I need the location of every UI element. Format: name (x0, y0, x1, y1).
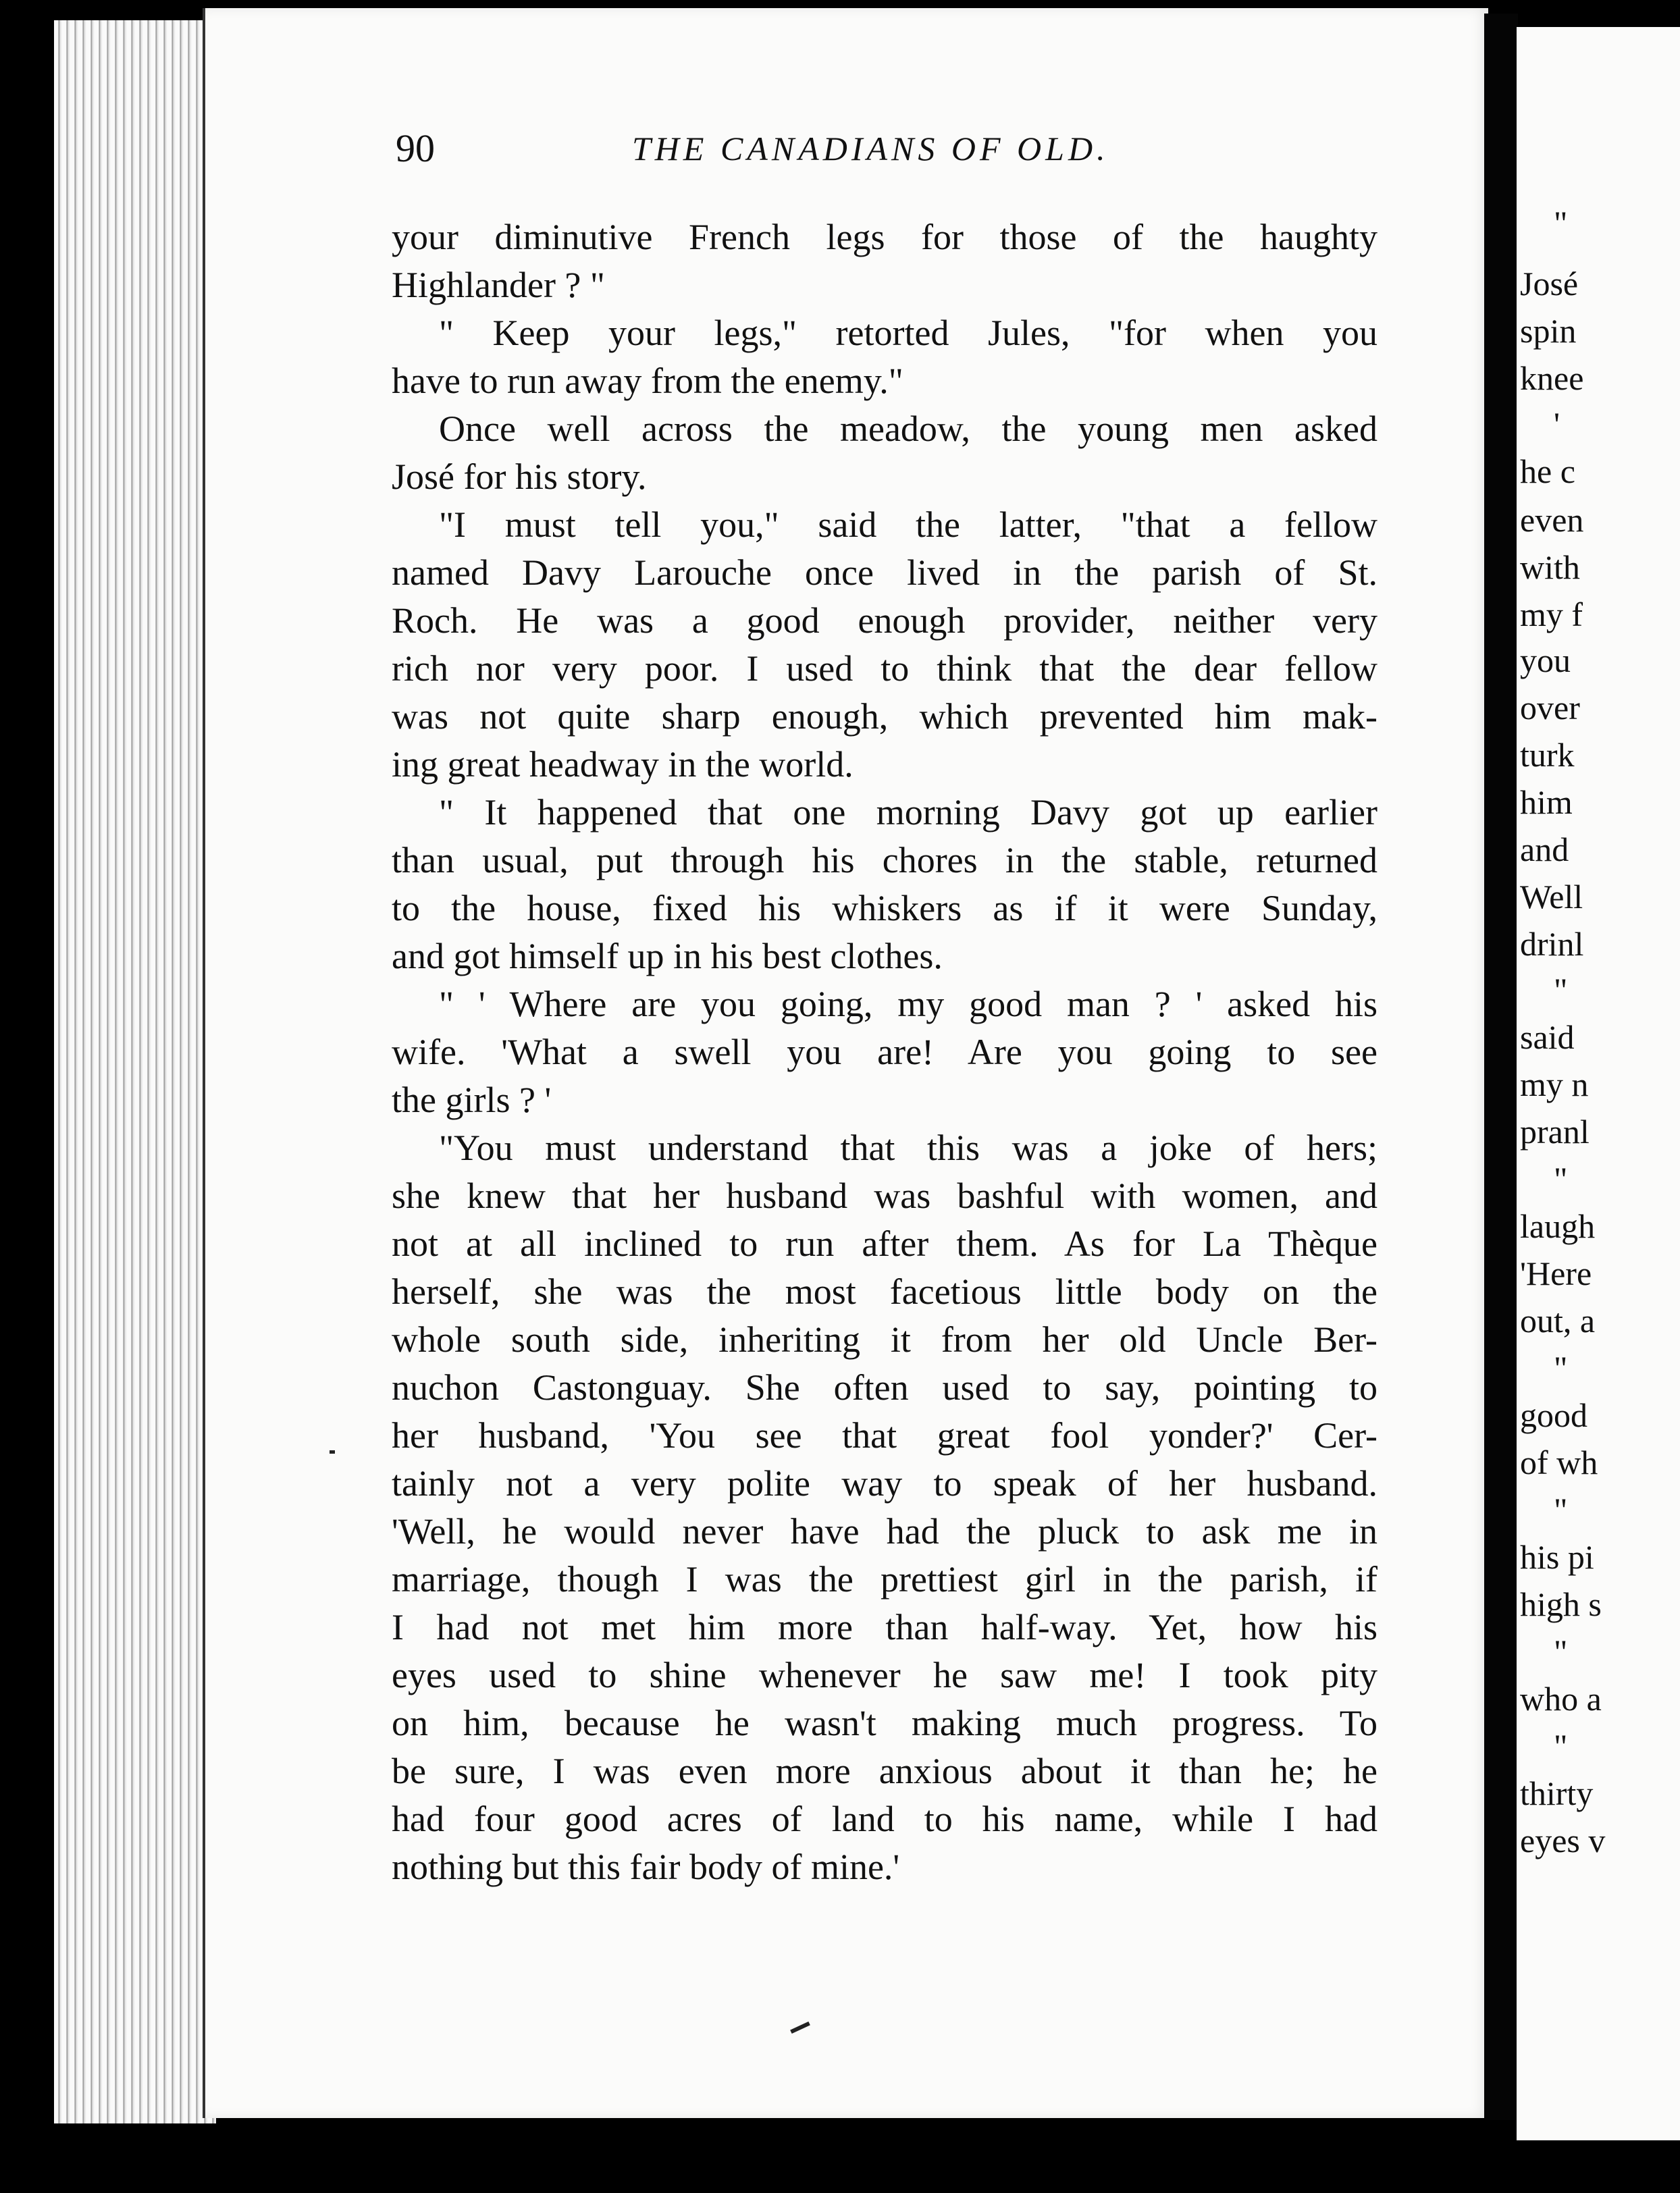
text-line: Once well across the meadow, the young men asked (439, 408, 1377, 449)
text-line: tainly not a very polite way to speak of her husband. (392, 1463, 1377, 1504)
text-line: and got himself up in his best clothes. (392, 936, 943, 976)
text-line: not at all inclined to run after them. As for La Thèque (392, 1223, 1377, 1264)
right-page-fragment: " (1554, 204, 1568, 242)
text-line: was not quite sharp enough, which prevented him mak- (392, 696, 1377, 737)
right-page-fragment: turk (1520, 736, 1575, 774)
right-page-fragment: knee (1520, 359, 1584, 397)
right-page-fragment: and (1520, 830, 1569, 868)
text-line: I had not met him more than half-way. Yet, how his (392, 1607, 1377, 1647)
right-page-fragment: with (1520, 548, 1580, 586)
text-line: to the house, fixed his whiskers as if it were Sunday, (392, 888, 1377, 928)
right-page-fragment: over (1520, 689, 1580, 726)
text-line: rich nor very poor. I used to think that the dear fellow (392, 648, 1377, 689)
page-number: 90 (396, 126, 435, 170)
right-page-fragment: " (1554, 971, 1568, 1009)
book-gutter (1484, 14, 1518, 2120)
right-page-fragment: " (1554, 1349, 1568, 1387)
page-header (396, 122, 1382, 176)
text-line: had four good acres of land to his name, while I had (392, 1799, 1377, 1839)
ink-speck (330, 1450, 335, 1454)
text-line: " ' Where are you going, my good man ? ' asked his (439, 984, 1377, 1024)
text-line: the girls ? ' (392, 1080, 552, 1120)
right-page-fragment: him (1520, 783, 1573, 821)
text-line: ing great headway in the world. (392, 744, 854, 785)
right-page-fragment: you (1520, 641, 1571, 679)
right-page-fragment: thirty (1520, 1774, 1594, 1812)
right-page-fragment: my n (1520, 1065, 1589, 1103)
text-line: nuchon Castonguay. She often used to say, pointing to (392, 1367, 1377, 1408)
text-line: " Keep your legs," retorted Jules, "for when you (439, 313, 1377, 353)
right-page-fragment: José (1520, 265, 1579, 302)
body-text (392, 213, 1377, 1891)
text-line: nothing but this fair body of mine.' (392, 1847, 900, 1887)
right-page-fragment: Well (1520, 878, 1583, 916)
text-line: eyes used to shine whenever he saw me! I took pity (392, 1655, 1377, 1695)
text-line: than usual, put through his chores in the stable, returned (392, 840, 1377, 880)
text-line: 'Well, he would never have had the pluck to ask me in (392, 1511, 1377, 1552)
right-page-fragment: " (1554, 1727, 1568, 1765)
right-page-fragment: " (1554, 1491, 1568, 1529)
right-page-fragment: pranl (1520, 1113, 1590, 1151)
running-title: THE CANADIANS OF OLD. (632, 130, 1109, 167)
right-page-fragment: my f (1520, 596, 1583, 633)
right-page-fragment: spin (1520, 312, 1577, 350)
text-line: "You must understand that this was a joke of hers; (439, 1128, 1377, 1168)
text-line: have to run away from the enemy." (392, 361, 903, 401)
right-page-fragment: good (1520, 1396, 1587, 1434)
right-page-fragment: high s (1520, 1585, 1602, 1623)
right-page-fragment: of wh (1520, 1444, 1598, 1481)
right-page-fragment: he c (1520, 452, 1575, 490)
text-line: wife. 'What a swell you are! Are you going to see (392, 1032, 1377, 1072)
right-page-fragment: 'Here (1520, 1254, 1592, 1292)
right-page-fragment: said (1520, 1018, 1575, 1056)
text-line: her husband, 'You see that great fool yonder?' Cer- (392, 1415, 1377, 1456)
right-page-fragment: out, a (1520, 1302, 1596, 1340)
right-page-fragment: even (1520, 501, 1584, 539)
right-page-fragment: who a (1520, 1680, 1602, 1718)
text-line: she knew that her husband was bashful with women, and (392, 1175, 1377, 1216)
right-page-fragment: " (1554, 1633, 1568, 1670)
text-line: José for his story. (392, 456, 647, 497)
right-page-fragment: ' (1554, 405, 1560, 443)
text-line: marriage, though I was the prettiest girl in the parish, if (392, 1559, 1377, 1600)
text-line: your diminutive French legs for those of the haughty (392, 217, 1377, 257)
right-page-fragment: eyes v (1520, 1822, 1606, 1859)
text-line: on him, because he wasn't making much progress. To (392, 1703, 1377, 1743)
right-page-fragment: drinl (1520, 925, 1584, 963)
right-page-fragment: " (1554, 1160, 1568, 1198)
text-line: Highlander ? " (392, 265, 605, 305)
text-line: herself, she was the most facetious little body on the (392, 1271, 1377, 1312)
right-page (1517, 27, 1680, 2140)
page-edges (54, 20, 216, 2123)
text-line: whole south side, inheriting it from her old Uncle Ber- (392, 1319, 1377, 1360)
right-page-fragment: laugh (1520, 1207, 1596, 1245)
text-line: Roch. He was a good enough provider, neither very (392, 600, 1377, 641)
right-page-fragment: his pi (1520, 1538, 1594, 1576)
text-line: named Davy Larouche once lived in the parish of St. (392, 552, 1377, 593)
text-line: be sure, I was even more anxious about it than he; he (392, 1751, 1377, 1791)
text-line: " It happened that one morning Davy got up earlier (439, 792, 1377, 833)
text-line: "I must tell you," said the latter, "that a fellow (439, 504, 1377, 545)
